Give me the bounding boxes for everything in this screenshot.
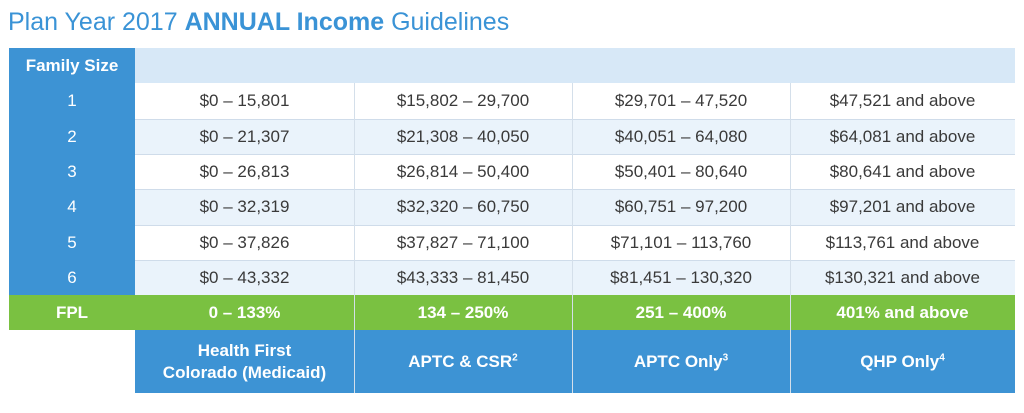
title-bold: ANNUAL Income	[184, 8, 385, 36]
footnote-marker: 3	[722, 351, 729, 363]
column-divider	[354, 83, 355, 393]
title-prefix: Plan Year 2017	[8, 8, 185, 36]
title-suffix: Guidelines	[384, 8, 510, 36]
income-range-cell: $71,101 – 113,760	[572, 225, 790, 260]
family-size-cell: 1	[67, 91, 77, 110]
income-range-cell: $81,451 – 130,320	[572, 260, 790, 295]
income-range-cell: $130,321 and above	[790, 260, 1015, 295]
family-size-cell: 6	[67, 267, 77, 287]
income-range-cell: $64,081 and above	[790, 119, 1015, 154]
row-divider	[135, 225, 1015, 226]
family-size-header: Family Size	[25, 55, 119, 75]
program-label	[163, 340, 326, 384]
fpl-range-cell: 251 – 400%	[572, 295, 790, 330]
fpl-range-cell: 134 – 250%	[354, 295, 572, 330]
fpl-label: FPL	[9, 295, 135, 330]
family-size-cell: 3	[67, 161, 77, 181]
row-divider	[135, 119, 1015, 120]
income-range-cell: $43,333 – 81,450	[354, 260, 572, 295]
row-divider	[135, 154, 1015, 155]
income-range-cell: $113,761 and above	[790, 225, 1015, 260]
income-range-cell: $21,308 – 40,050	[354, 119, 572, 154]
family-size-cell: 4	[67, 197, 77, 216]
income-range-cell: $80,641 and above	[790, 154, 1015, 189]
family-size-cell: 2	[67, 126, 77, 146]
program-cell	[572, 330, 790, 393]
income-range-cell: $0 – 21,307	[135, 119, 354, 154]
income-range-cell: $0 – 43,332	[135, 260, 354, 295]
income-guidelines-table	[9, 48, 1015, 393]
program-line-1: APTC Only	[633, 351, 723, 371]
income-range-cell: $37,827 – 71,100	[354, 225, 572, 260]
program-line-1: QHP Only	[860, 351, 940, 371]
income-range-cell: $97,201 and above	[790, 189, 1015, 225]
income-range-cell: $50,401 – 80,640	[572, 154, 790, 189]
header-fill	[135, 48, 1015, 83]
program-line-1: Health First	[197, 340, 292, 360]
program-cell	[790, 330, 1015, 393]
program-label	[408, 351, 517, 373]
income-range-cell: $40,051 – 64,080	[572, 119, 790, 154]
program-line-2: Colorado (Medicaid)	[162, 362, 327, 382]
income-range-cell: $32,320 – 60,750	[354, 189, 572, 225]
fpl-range-cell: 0 – 133%	[135, 295, 354, 330]
row-divider	[135, 189, 1015, 190]
program-cell	[354, 330, 572, 393]
footnote-marker: 4	[939, 351, 945, 363]
footer-blank	[9, 330, 135, 395]
program-label	[860, 351, 945, 373]
program-label	[634, 351, 728, 373]
income-range-cell: $0 – 32,319	[135, 189, 354, 225]
income-range-cell: $0 – 15,801	[135, 83, 354, 119]
income-range-cell: $26,814 – 50,400	[354, 154, 572, 189]
footnote-marker: 2	[512, 351, 518, 363]
program-line-1: APTC & CSR	[408, 351, 513, 371]
income-range-cell: $60,751 – 97,200	[572, 189, 790, 225]
family-size-cell: 5	[67, 232, 77, 252]
income-range-cell: $29,701 – 47,520	[572, 83, 790, 119]
income-range-cell: $47,521 and above	[790, 83, 1015, 119]
column-divider	[572, 83, 573, 393]
row-divider	[135, 260, 1015, 261]
page-title	[8, 4, 509, 40]
column-divider	[790, 83, 791, 393]
fpl-range-cell: 401% and above	[790, 295, 1015, 330]
income-range-cell: $0 – 26,813	[135, 154, 354, 189]
program-cell	[135, 330, 354, 393]
income-range-cell: $0 – 37,826	[135, 225, 354, 260]
income-range-cell: $15,802 – 29,700	[354, 83, 572, 119]
